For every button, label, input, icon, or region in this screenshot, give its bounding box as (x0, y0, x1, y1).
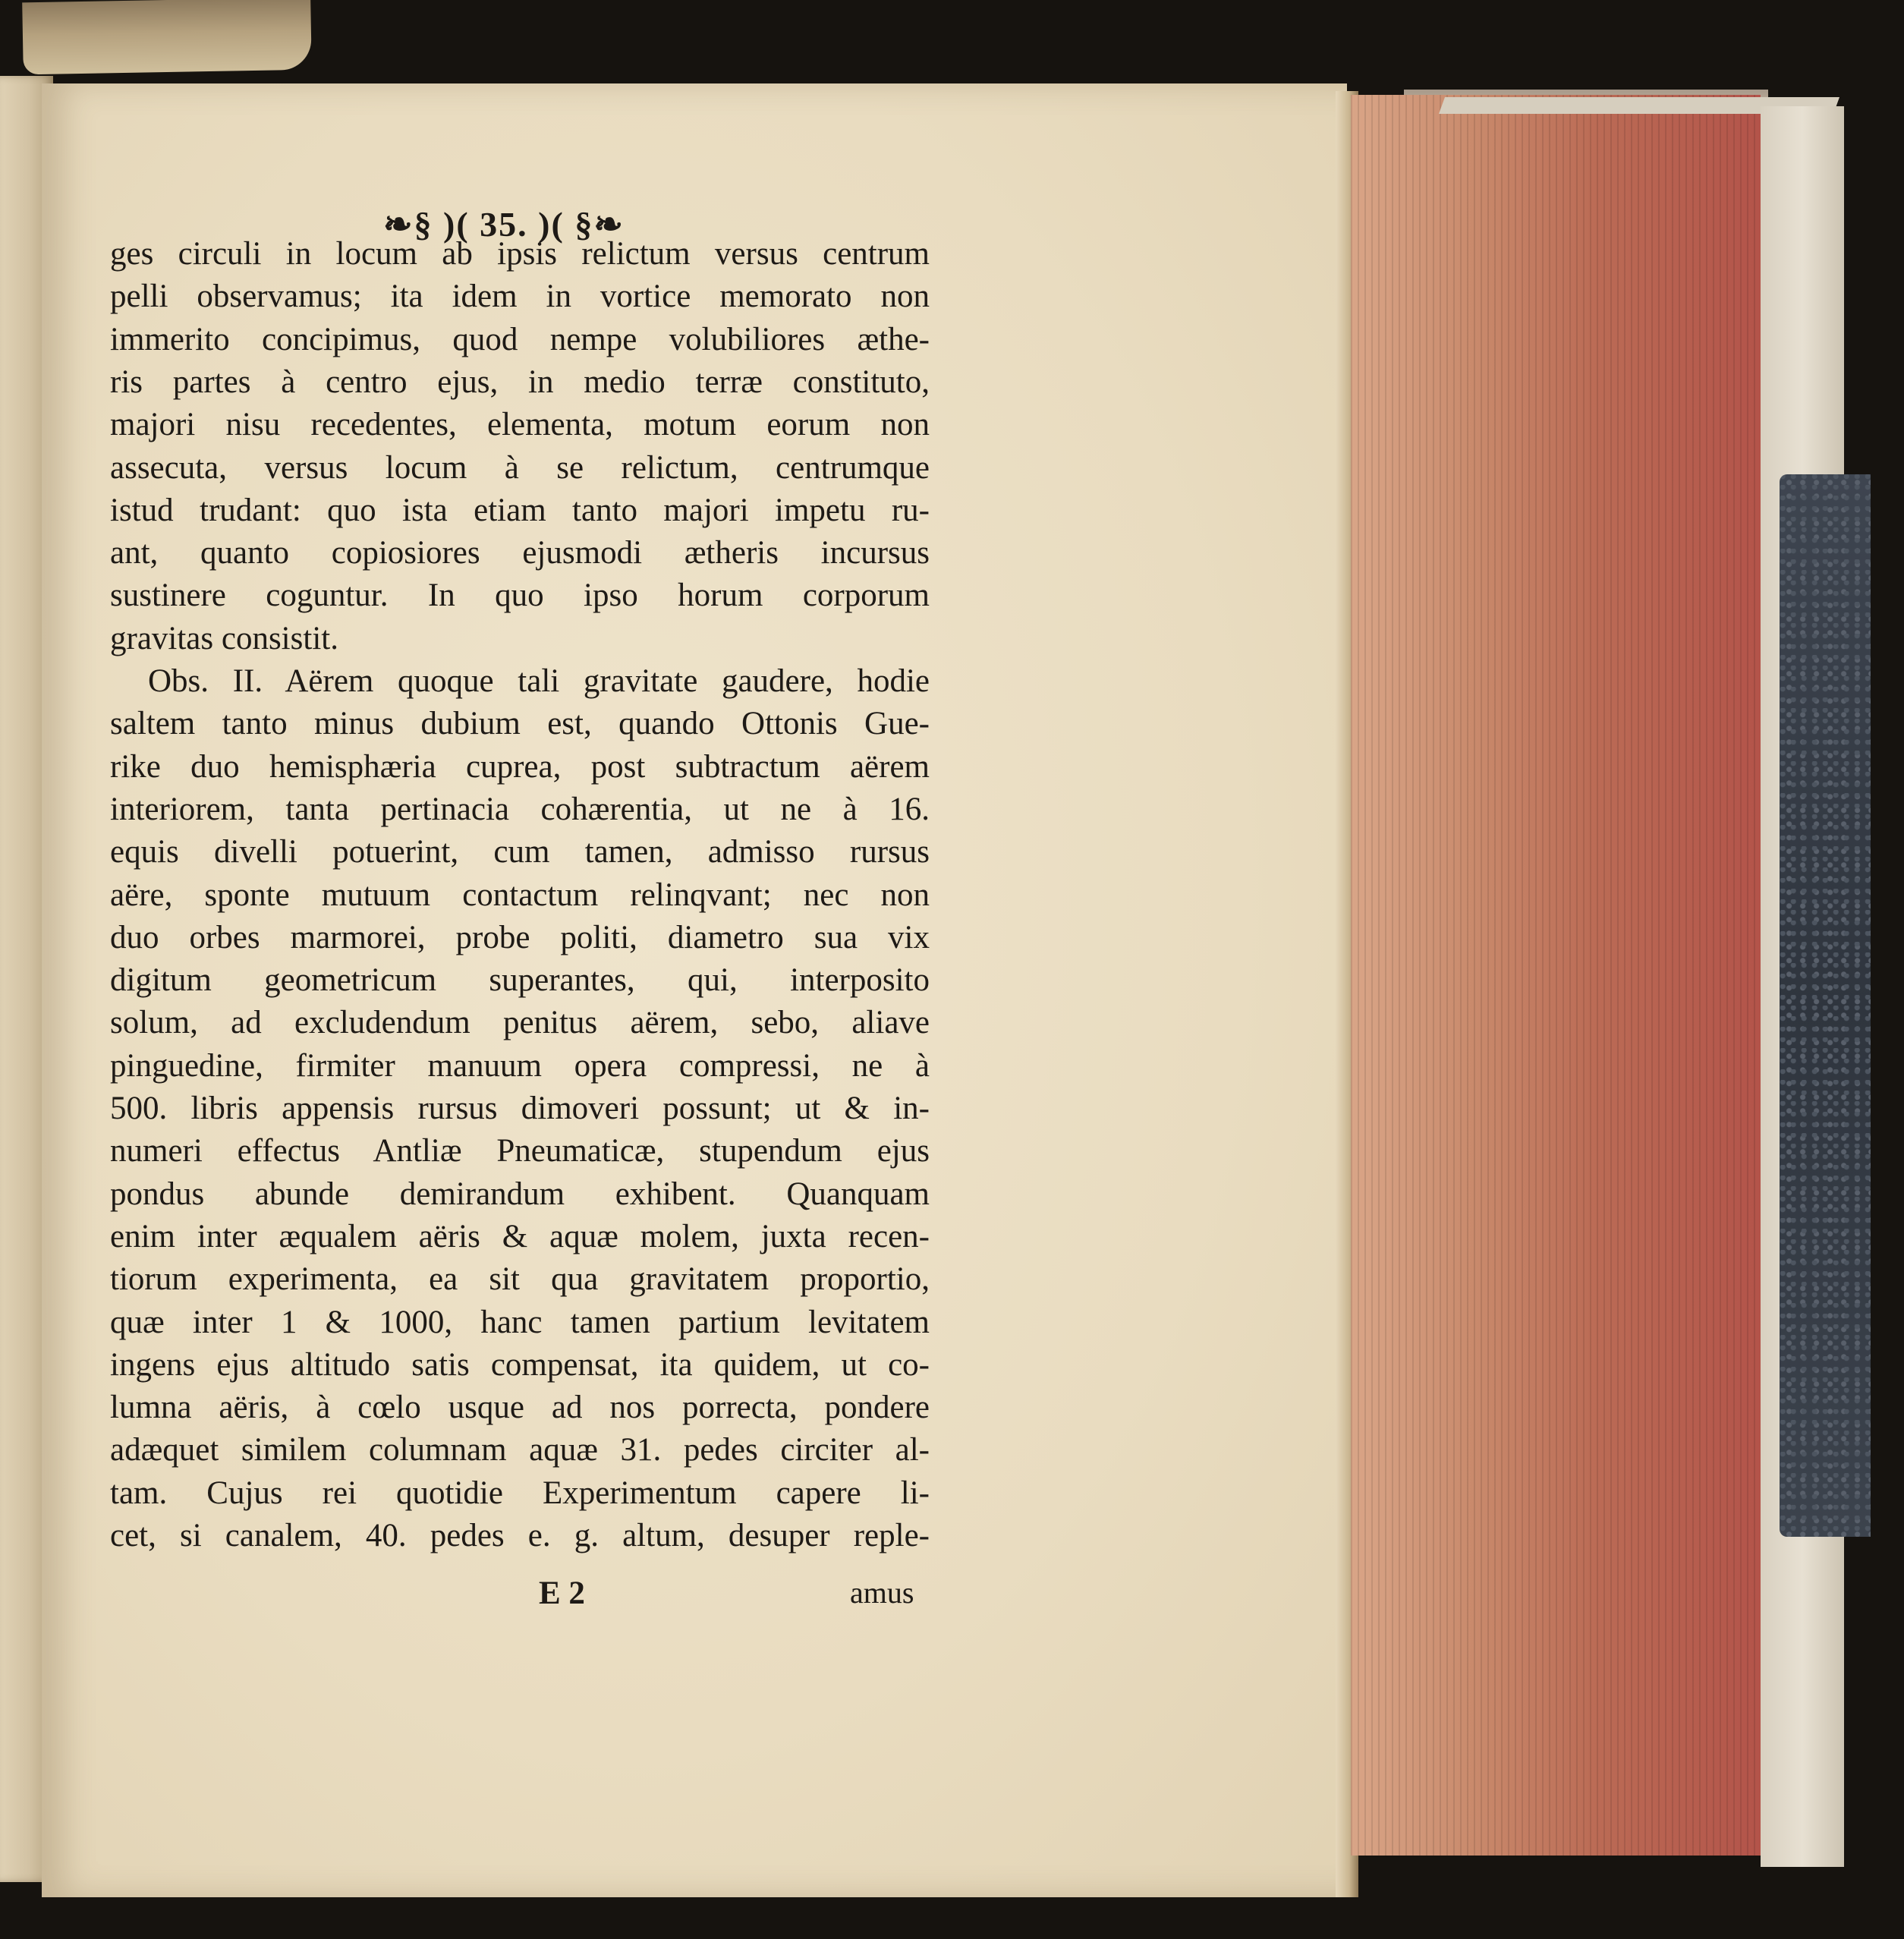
text-line: ant, quanto copiosiores ejusmodi ætheris incursus (110, 535, 930, 571)
text-line: immerito concipimus, quod nempe volubiliores æthe- (110, 321, 930, 357)
text-line: saltem tanto minus dubium est, quando Ottonis Gue- (110, 706, 930, 742)
text-line: numeri effectus Antliæ Pneumaticæ, stupendum ejus (110, 1133, 930, 1169)
signature-mark: E 2 (539, 1575, 585, 1611)
marbled-cover-paper (1780, 474, 1871, 1537)
catchword: amus (850, 1575, 914, 1610)
torn-paper-scrap (22, 0, 312, 74)
text-line: pondus abunde demirandum exhibent. Quanquam (110, 1176, 930, 1212)
page-edges-stack (1351, 95, 1761, 1856)
text-line: tiorum experimenta, ea sit qua gravitatem proportio, (110, 1261, 930, 1298)
text-line: rike duo hemisphæria cuprea, post subtractum aërem (110, 748, 930, 785)
text-line: digitum geometricum superantes, qui, interposito (110, 962, 930, 999)
text-line: interiorem, tanta pertinacia cohærentia, ut ne à 16. (110, 791, 930, 827)
text-line: 500. libris appensis rursus dimoveri possunt; ut & in- (110, 1091, 930, 1126)
text-line: tam. Cujus rei quotidie Experimentum capere li- (110, 1475, 930, 1511)
text-line: equis divelli potuerint, cum tamen, admisso rursus (110, 834, 930, 870)
text-line: duo orbes marmorei, probe politi, diametro sua vix (110, 919, 930, 955)
text-line: lumna aëris, à cœlo usque ad nos porrecta, pondere (110, 1390, 930, 1426)
text-line: pinguedine, firmiter manuum opera compressi, ne à (110, 1047, 930, 1084)
text-line: quæ inter 1 & 1000, hanc tamen partium levitatem (110, 1304, 930, 1340)
text-line: ges circuli in locum ab ipsis relictum versus centrum (110, 236, 930, 272)
text-line: assecuta, versus locum à se relictum, centrumque (110, 449, 930, 486)
text-line: istud trudant: quo ista etiam tanto majori impetu ru- (110, 492, 930, 528)
text-line: ingens ejus altitudo satis compensat, ita quidem, ut co- (110, 1346, 930, 1383)
text-line: cet, si canalem, 40. pedes e. g. altum, desuper reple- (110, 1518, 930, 1553)
text-line: aëre, sponte mutuum contactum relinqvant; nec non (110, 877, 930, 913)
text-line: ris partes à centro ejus, in medio terræ constituto, (110, 364, 930, 400)
text-line: Obs. II. Aërem quoque tali gravitate gaudere, hodie (148, 663, 930, 699)
text-line: majori nisu recedentes, elementa, motum eorum non (110, 407, 930, 443)
text-line: enim inter æqualem aëris & aquæ molem, juxta recen- (110, 1218, 930, 1254)
text-line: adæquet similem columnam aquæ 31. pedes circiter al- (110, 1432, 930, 1468)
text-line: pelli observamus; ita idem in vortice memorato non (110, 279, 930, 315)
text-line: solum, ad excludendum penitus aërem, sebo, aliave (110, 1005, 930, 1041)
text-line: sustinere coguntur. In quo ipso horum corporum (110, 578, 930, 614)
text-line: gravitas consistit. (110, 620, 338, 656)
running-head: ❧§ )( 35. )( §❧ (383, 205, 625, 244)
